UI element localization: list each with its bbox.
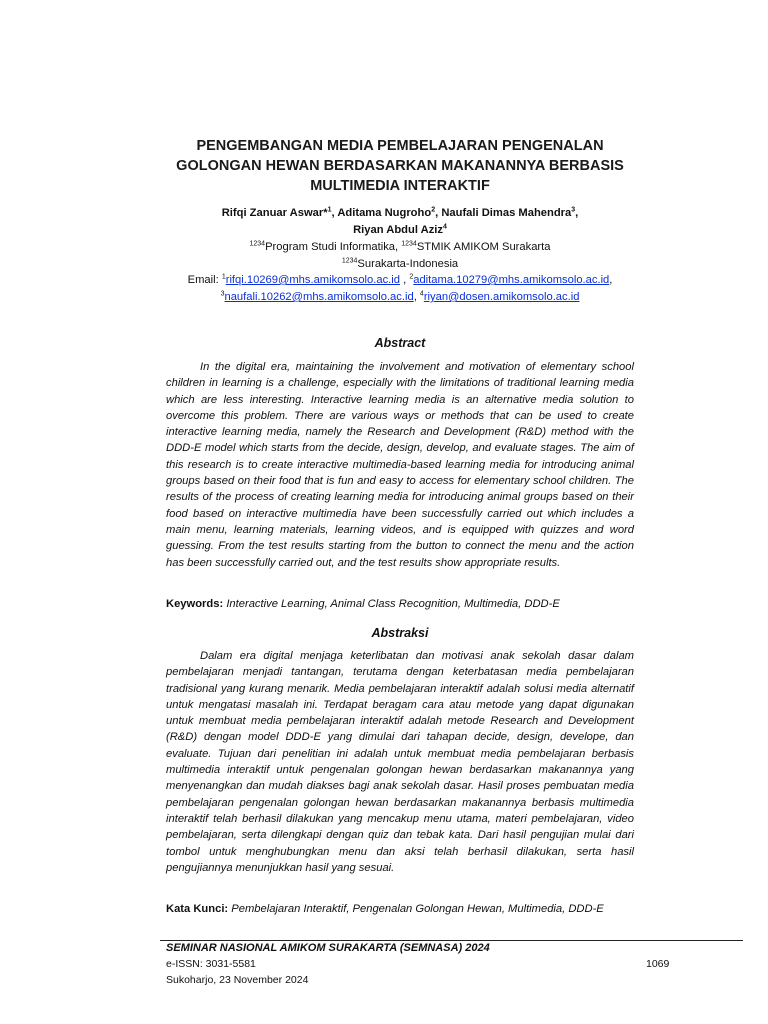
author-name: Rifqi Zanuar Aswar* — [221, 207, 328, 219]
author-name: Riyan Abdul Aziz — [353, 224, 443, 236]
title-line: MULTIMEDIA INTERAKTIF — [310, 178, 490, 194]
author-name: Aditama Nugroho — [337, 207, 432, 219]
footer-issn: e-ISSN: 3031-5581 — [166, 958, 256, 970]
email-superscript: 4 — [419, 290, 424, 298]
abstraksi-body: Dalam era digital menjaga keterlibatan dan motivasi anak sekolah dasar dalam pembelajaran menjadi tantangan, terutama dengan keterbatasan media pembelajaran tradisional yang kurang menarik. Media pembelajaran interaktif adalah solusi media alternatif untuk mengatasi masalah ini. Terdapat beragam cara atau metode yang dapat digunakan untuk membuat media pembelajaran interaktif adalah metode Research and Development (R&D) dengan model DDD-E yang dimulai dari tahapan decide, design, develope, dan evaluate. Tujuan dari penelitian ini adalah untuk membuat media pembelajaran berbasis multimedia interaktif untuk pengenalan golongan hewan berdasarkan makanannya yang menyenangkan dan mudah diakses bagi anak sekolah dasar. Hasil proses pembuatan media pembelajaran pengenalan golongan hewan berdasarkan makanannya berbasis multimedia interaktif telah berhasil dilakukan yang mencakup menu utama, materi pembelajaran, video pembelajaran, serta dilengkapi dengan quiz dan tebak kata. Dari hasil pengujian mulai dari tombol untuk menghubungkan menu dan aksi telah berhasil dilakukan, serta hasil pengujiannya menunjukkan hasil yang sesuai. — [166, 650, 634, 874]
affiliation-superscript: 1234 — [401, 240, 417, 248]
email-link[interactable]: riyan@dosen.amikomsolo.ac.id — [423, 291, 580, 303]
author-superscript: 4 — [443, 223, 447, 231]
title-line: GOLONGAN HEWAN BERDASARKAN MAKANANNYA BERBASIS — [176, 158, 624, 174]
email-superscript: 2 — [409, 273, 414, 281]
page-number: 1069 — [646, 958, 670, 970]
title-line: PENGEMBANGAN MEDIA PEMBELAJARAN PENGENALAN — [196, 138, 604, 154]
affiliation-superscript: 1234 — [249, 240, 266, 248]
kata-kunci — [166, 901, 646, 917]
affiliation-program: Program Studi Informatika, — [265, 241, 402, 253]
footer-seminar: SEMINAR NASIONAL AMIKOM SURAKARTA (SEMNASA) 2024 — [166, 942, 490, 954]
affiliation-location: Surakarta-Indonesia — [357, 258, 459, 270]
keywords — [166, 596, 646, 612]
affiliation — [150, 239, 650, 273]
author-superscript: 1 — [327, 206, 332, 214]
email-link[interactable]: aditama.10279@mhs.amikomsolo.ac.id — [413, 274, 610, 286]
email-link[interactable]: rifqi.10269@mhs.amikomsolo.ac.id — [225, 274, 400, 286]
kata-kunci-label: Kata Kunci: — [166, 903, 229, 915]
email-superscript: 3 — [220, 290, 225, 298]
abstraksi-heading: Abstraksi — [371, 626, 429, 640]
kata-kunci-value: Pembelajaran Interaktif, Pengenalan Golongan Hewan, Multimedia, DDD-E — [231, 903, 604, 915]
abstract-body: In the digital era, maintaining the involvement and motivation of elementary school children in learning is a challenge, especially with the limitations of traditional learning media which are less interesting. Interactive learning media is an alternative media solution to overcome this problem. There are various ways or methods that can be used to create interactive learning media, namely the Research and Development (R&D) method with the DDD-E model which starts from the decide, design, develop, and evaluate stages. The aim of this research is to create interactive multimedia-based learning media for introducing animal groups based on their food that is fun and easy to access for elementary school children. The results of the process of creating learning media for introducing animal groups based on their food based on interactive multimedia have been successfully carried out which includes a main menu, learning materials, learning videos, and is equipped with quizzes and word guessing. From the test results starting from the button to connect the menu and the action has been successfully carried out, and the test results show appropriate results. — [166, 361, 634, 569]
keywords-value: Interactive Learning, Animal Class Recognition, Multimedia, DDD-E — [226, 598, 560, 610]
email-link[interactable]: naufali.10262@mhs.amikomsolo.ac.id — [224, 291, 414, 303]
email-list: Email: $^1$rifqi.10269@mhs.amikomsolo.ac.id , $^2$aditama.10279@mhs.amikomsolo.ac.id, $^3$naufali.10262@mhs.amikomsolo.ac.id, $^4$riyan@dosen.amikomsolo.ac.id — [187, 273, 613, 303]
author-superscript: 2 — [431, 206, 436, 214]
paper-title — [150, 136, 650, 196]
author-superscript: 3 — [571, 206, 576, 214]
affiliation-institution: STMIK AMIKOM Surakarta — [416, 241, 551, 253]
abstract-heading: Abstract — [374, 336, 426, 350]
affiliation-superscript: 1234 — [341, 257, 358, 265]
email-superscript: 1 — [221, 273, 226, 281]
author-list: Rifqi Zanuar Aswar*$^1$, Aditama Nugroho$^2$, Naufali Dimas Mahendra$^3$, Riyan Abdul Aziz$^4$ — [221, 206, 579, 236]
footer-divider — [160, 940, 743, 941]
keywords-label: Keywords: — [166, 598, 224, 610]
author-name: Naufali Dimas Mahendra — [441, 207, 572, 219]
email-label: Email: — [187, 274, 222, 286]
footer-place-date: Sukoharjo, 23 November 2024 — [166, 974, 309, 986]
